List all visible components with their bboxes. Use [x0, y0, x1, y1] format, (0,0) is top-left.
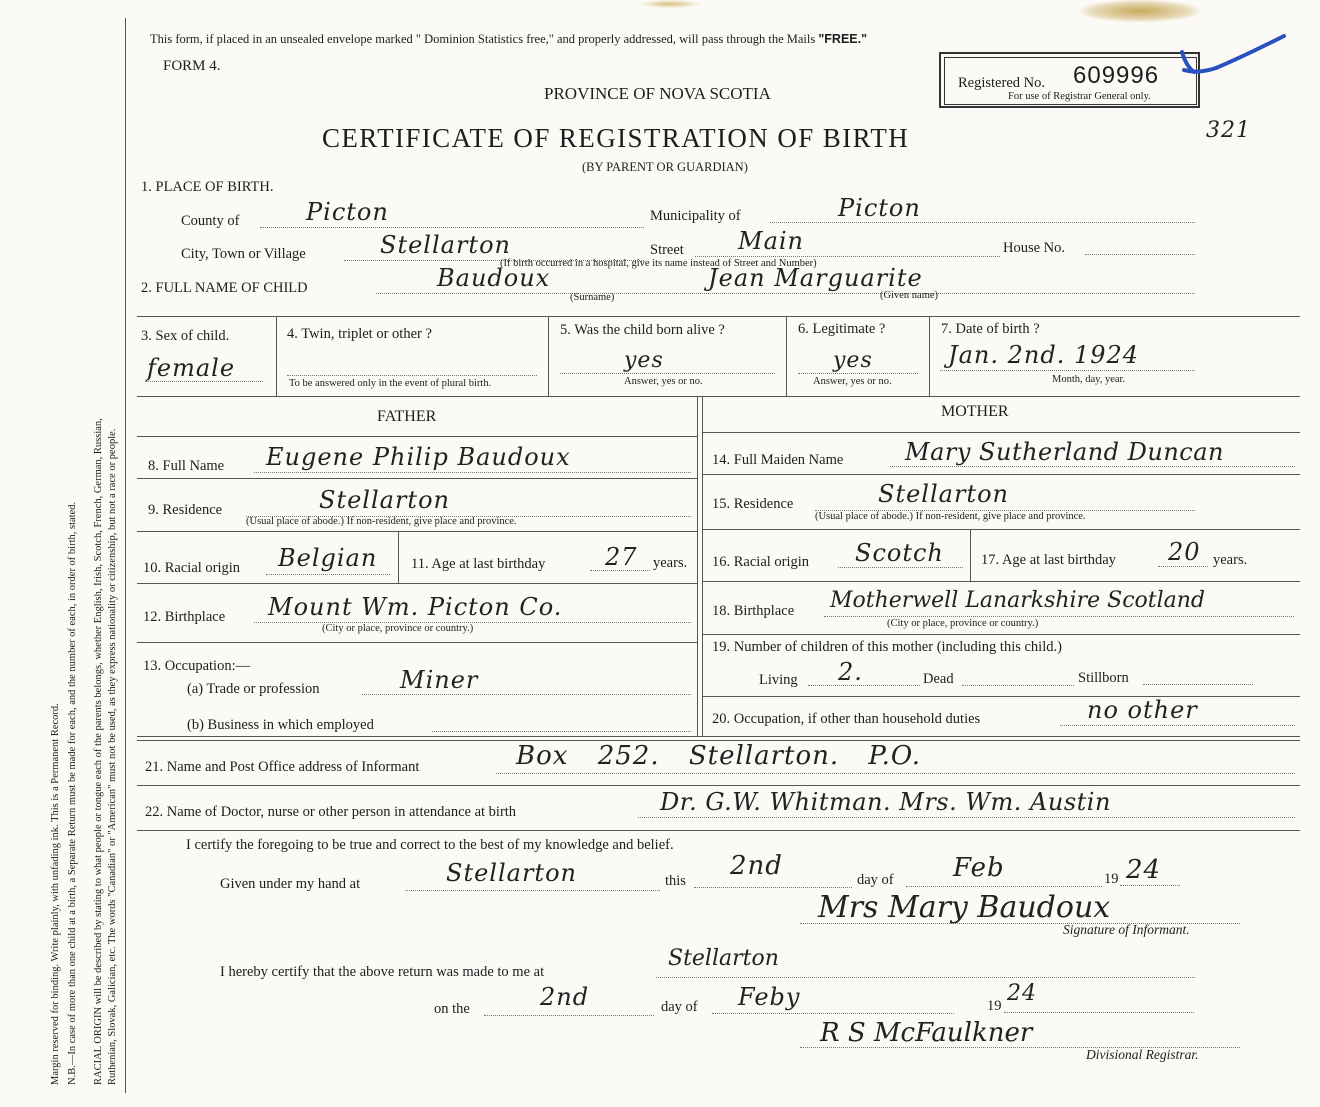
living-value: 2.	[838, 658, 863, 686]
legitimate-line	[798, 373, 918, 374]
father-years-label: years.	[653, 555, 688, 571]
mother-name-label: 14. Full Maiden Name	[712, 452, 844, 468]
mother-birthplace-label: 18. Birthplace	[712, 603, 795, 619]
paper-stain	[1080, 0, 1200, 22]
father-trade-label: (a) Trade or profession	[187, 681, 320, 697]
father-name-line	[254, 472, 691, 473]
certify-month-value: Feb	[953, 853, 1005, 883]
rule	[137, 396, 1300, 397]
city-label: City, Town or Village	[181, 246, 306, 262]
mother-residence-label: 15. Residence	[712, 496, 794, 512]
stillborn-line	[1143, 684, 1253, 685]
registrar-signature: R S McFaulkner	[820, 1018, 1033, 1048]
legitimate-value: yes	[833, 348, 873, 373]
sex-value: female	[147, 354, 236, 382]
registrar-day-of-label: day of	[661, 999, 698, 1015]
county-value: Picton	[306, 198, 389, 226]
this-day-line	[694, 887, 852, 888]
dob-line	[940, 370, 1195, 371]
mother-birthplace-note: (City or place, province or country.)	[887, 618, 1039, 629]
place-heading: 1. PLACE OF BIRTH.	[141, 179, 274, 195]
municipality-value: Picton	[838, 194, 921, 222]
margin-note-2: N.B.—In case of more than one child at a birth, a Separate Return must be made for each, and the number of each, in order of birth, stated.	[67, 501, 78, 1085]
father-residence-value: Stellarton	[319, 486, 450, 514]
twin-note: To be answered only in the event of plural birth.	[289, 378, 492, 389]
alive-note: Answer, yes or no.	[624, 376, 703, 387]
house-line	[1085, 254, 1195, 255]
municipality-label: Municipality of	[650, 208, 741, 224]
county-label: County of	[181, 213, 240, 229]
twin-label: 4. Twin, triplet or other ?	[287, 326, 432, 342]
registrar-place-value: Stellarton	[668, 946, 779, 971]
living-line	[808, 685, 920, 686]
dead-line	[962, 685, 1074, 686]
street-label: Street	[650, 242, 684, 258]
twin-line	[287, 375, 537, 376]
given-label: Given under my hand at	[220, 876, 361, 892]
city-value: Stellarton	[380, 231, 511, 259]
rule	[137, 736, 1300, 737]
mother-occupation-label: 20. Occupation, if other than household duties	[712, 711, 981, 727]
corner-mark: 321	[1206, 118, 1251, 143]
father-age-label: 11. Age at last birthday	[411, 556, 546, 572]
margin-line	[125, 18, 126, 1093]
child-name-label: 2. FULL NAME OF CHILD	[141, 280, 308, 296]
registrar-year-line	[1004, 1012, 1194, 1013]
mother-race-label: 16. Racial origin	[712, 554, 810, 570]
child-name-line	[376, 293, 1195, 294]
father-birthplace-note: (City or place, province or country.)	[322, 623, 474, 634]
mother-age-value: 20	[1168, 538, 1201, 566]
alive-label: 5. Was the child born alive ?	[560, 322, 725, 338]
certify-day-of-label: day of	[857, 872, 894, 888]
registrar-title: Divisional Registrar.	[1086, 1047, 1199, 1062]
dead-label: Dead	[923, 671, 954, 687]
registrar-place-line	[656, 977, 1195, 978]
informant-signature-label: Signature of Informant.	[1063, 922, 1190, 937]
rule	[702, 474, 1300, 475]
living-label: Living	[759, 672, 798, 688]
informant-signature: Mrs Mary Baudoux	[818, 890, 1111, 925]
registrar-statement: I hereby certify that the above return was made to me at	[220, 964, 545, 980]
alive-line	[560, 373, 775, 374]
surname-note: (Surname)	[570, 292, 615, 303]
margin-note-4: Ruthenian, Slovak, Galician, etc. The words "Canadian" or "American" must not be used, as they express nationality or citizenship, but not a race or people.	[107, 428, 118, 1085]
registrar-on-label: on the	[434, 1001, 470, 1017]
mother-age-line	[1158, 566, 1208, 567]
street-value: Main	[738, 227, 805, 255]
doctor-line	[638, 817, 1295, 818]
rule	[137, 436, 697, 437]
mother-years-label: years.	[1213, 552, 1248, 568]
province-heading: PROVINCE OF NOVA SCOTIA	[544, 84, 771, 103]
municipality-line	[770, 222, 1195, 223]
father-trade-line	[362, 694, 691, 695]
rule	[137, 785, 1300, 786]
mother-residence-value: Stellarton	[878, 480, 1009, 508]
registrar-year-prefix: 19	[987, 998, 1002, 1014]
rule	[702, 529, 1300, 530]
father-race-value: Belgian	[278, 544, 378, 572]
mother-name-line	[890, 466, 1295, 467]
stillborn-label: Stillborn	[1078, 670, 1129, 686]
street-line	[695, 256, 1000, 257]
mother-birthplace-value: Motherwell Lanarkshire Scotland	[830, 588, 1205, 613]
rule	[137, 830, 1300, 831]
margin-note-3: RACIAL ORIGIN will be described by stating to what people or tongue each of the parents belongs, whether English, Irish, Scotch, French, German, Russian,	[93, 418, 104, 1085]
father-heading: FATHER	[377, 408, 437, 425]
rule	[137, 478, 697, 479]
form-number: FORM 4.	[163, 58, 221, 74]
doctor-label: 22. Name of Doctor, nurse or other person in attendance at birth	[145, 804, 517, 820]
registered-number: 609996	[1073, 62, 1160, 89]
dob-note: Month, day, year.	[1052, 374, 1126, 385]
father-name-value: Eugene Philip Baudoux	[266, 443, 571, 471]
parent-divider-2	[702, 396, 703, 736]
mother-race-line	[838, 567, 963, 568]
mother-birthplace-line	[824, 616, 1294, 617]
rule	[548, 316, 549, 396]
informant-value: Box 252. Stellarton. P.O.	[516, 741, 921, 771]
registrar-year-value: 24	[1007, 981, 1037, 1006]
doctor-value: Dr. G.W. Whitman. Mrs. Wm. Austin	[660, 788, 1111, 816]
registered-label: Registered No.	[958, 75, 1045, 91]
margin-note-1: Margin reserved for binding. Write plainly, with unfading ink. This is a Permanent Record.	[50, 703, 61, 1085]
certify-day-value: 2nd	[730, 851, 783, 881]
rule	[786, 316, 787, 396]
father-business-line	[432, 731, 691, 732]
registrar-day-line	[484, 1015, 654, 1016]
dob-label: 7. Date of birth ?	[941, 321, 1040, 337]
mother-heading: MOTHER	[941, 403, 1009, 420]
rule	[398, 531, 399, 583]
mother-age-label: 17. Age at last birthday	[981, 552, 1116, 568]
sex-label: 3. Sex of child.	[141, 328, 230, 344]
father-residence-label: 9. Residence	[148, 502, 223, 518]
mother-race-value: Scotch	[855, 539, 944, 567]
mail-note-text: This form, if placed in an unsealed envelope marked " Dominion Statistics free," and properly addressed, will pass through the Mails	[150, 32, 816, 46]
rule	[137, 531, 697, 532]
rule	[929, 316, 930, 396]
certify-year-line	[1120, 885, 1180, 886]
father-race-label: 10. Racial origin	[143, 560, 241, 576]
rule	[137, 316, 1300, 317]
hospital-note: (If birth occurred in a hospital, give its name instead of Street and Number)	[500, 258, 817, 269]
father-name-label: 8. Full Name	[148, 458, 225, 474]
parent-divider-1	[697, 396, 698, 736]
mail-note	[150, 33, 867, 46]
rule	[702, 432, 1300, 433]
mother-name-value: Mary Sutherland Duncan	[905, 438, 1225, 466]
mother-residence-note: (Usual place of abode.) If non-resident, give place and province.	[815, 511, 1086, 522]
registrar-note: For use of Registrar General only.	[1008, 91, 1151, 102]
rule	[702, 696, 1300, 697]
rule	[137, 642, 697, 643]
certify-year-value: 24	[1126, 855, 1162, 885]
father-race-line	[266, 574, 390, 575]
informant-line	[496, 773, 1295, 774]
rule	[702, 634, 1300, 635]
child-surname: Baudoux	[437, 264, 551, 292]
rule	[970, 529, 971, 581]
page-title: CERTIFICATE OF REGISTRATION OF BIRTH	[322, 123, 910, 153]
this-label: this	[665, 873, 686, 889]
father-age-value: 27	[605, 543, 638, 571]
legitimate-note: Answer, yes or no.	[813, 376, 892, 387]
father-business-label: (b) Business in which employed	[187, 717, 374, 733]
certify-year-prefix: 19	[1104, 871, 1119, 887]
legitimate-label: 6. Legitimate ?	[798, 321, 886, 337]
rule	[137, 583, 697, 584]
given-place-value: Stellarton	[446, 859, 577, 887]
father-trade-value: Miner	[400, 666, 479, 694]
child-given-name: Jean Marguarite	[708, 264, 923, 292]
free-label: "FREE."	[818, 32, 868, 46]
father-birthplace-value: Mount Wm. Picton Co.	[268, 593, 563, 621]
father-residence-note: (Usual place of abode.) If non-resident, give place and province.	[246, 516, 517, 527]
registrar-month-line	[712, 1013, 954, 1014]
registrar-month-value: Feby	[738, 983, 801, 1011]
page-subtitle: (BY PARENT OR GUARDIAN)	[582, 160, 748, 174]
rule	[276, 316, 277, 396]
certify-statement: I certify the foregoing to be true and correct to the best of my knowledge and belief.	[186, 837, 674, 853]
certify-month-line	[906, 886, 1102, 887]
rule	[702, 581, 1300, 582]
dob-value: Jan. 2nd. 1924	[948, 341, 1140, 369]
pen-check-mark	[1180, 30, 1290, 80]
county-line	[260, 227, 644, 228]
paper-stain	[640, 0, 700, 8]
house-label: House No.	[1003, 240, 1066, 256]
children-label: 19. Number of children of this mother (including this child.)	[712, 639, 1062, 655]
given-place-line	[405, 890, 660, 891]
alive-value: yes	[624, 348, 664, 373]
mother-occupation-value: no other	[1087, 696, 1198, 724]
father-occupation-label: 13. Occupation:—	[143, 658, 251, 674]
registrar-day-value: 2nd	[540, 983, 590, 1011]
given-note: (Given name)	[880, 290, 939, 301]
mother-occupation-line	[1060, 725, 1295, 726]
informant-label: 21. Name and Post Office address of Informant	[145, 759, 420, 775]
father-birthplace-label: 12. Birthplace	[143, 609, 226, 625]
